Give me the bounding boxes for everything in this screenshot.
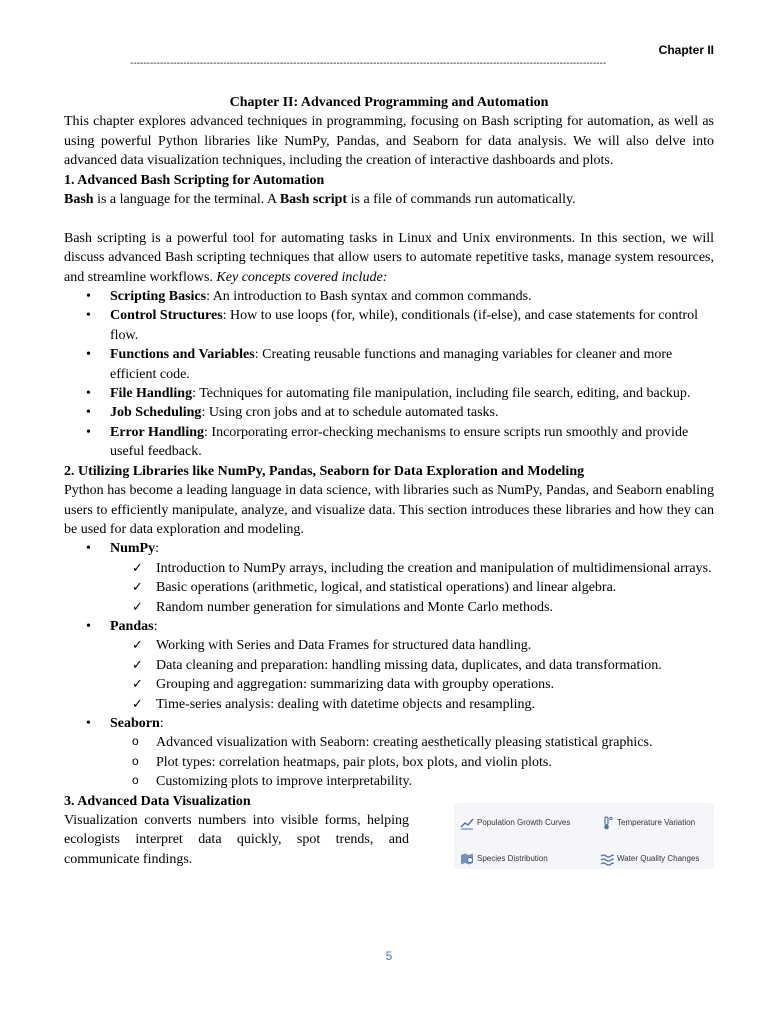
bash-def-end: is a file of commands run automatically. [347,192,576,208]
pandas-sublist [110,636,714,714]
bash-para-italic: Key concepts covered include: [216,269,388,285]
item-term: Error Handling [110,424,205,440]
library-seaborn: • Seaborn: o Advanced visualization with Seaborn: creating aesthetically pleasing statistical graphics. o Plot types: correlation heatmaps, pair plots, box plots, and violin plots. o Customizing plots to improve interpretability. [64,714,714,792]
list-item: ✓ Random number generation for simulations and Monte Carlo methods. [110,598,714,617]
list-item: o Plot types: correlation heatmaps, pair plots, box plots, and violin plots. [110,753,714,772]
bash-def-mid: is a language for the terminal. A [93,192,280,208]
panel-item-population [460,813,570,832]
map-pin-icon [460,852,474,866]
numpy-sublist [110,559,714,617]
seaborn-sublist [110,733,714,791]
intro-paragraph: This chapter explores advanced techniques in programming, focusing on Bash scripting for automation, as well as using powerful Python libraries like NumPy, Pandas, and Seaborn for data analysis. We will also delve into advanced data visualization techniques, including the creation of interactive dashboards and plots. [64,114,714,169]
library-name: NumPy [110,541,156,557]
libraries-paragraph: Python has become a leading language in data science, with libraries such as NumPy, Pandas, and Seaborn enabling users to efficiently manipulate, analyze, and visualize data. This section introduces these libraries and how they can be used for data exploration and modeling. [64,483,714,537]
thermometer-icon [600,816,614,830]
spacer [64,209,714,228]
item-desc: : Incorporating error-checking mechanisms to ensure scripts run smoothly and provide useful feedback. [110,424,689,460]
item-desc: : An introduction to Bash syntax and common commands. [206,289,532,305]
list-item: ✓ Introduction to NumPy arrays, including the creation and manipulation of multidimensional arrays. [110,559,714,578]
library-pandas: • Pandas: ✓ Working with Series and Data Frames for structured data handling. ✓ Data cleaning and preparation: handling missing data, duplicates, and data transformation. ✓ Grouping and aggregation: summarizing data with groupby operations. ✓ Time-series analysis: dealing with datetime objects and resampling. [64,617,714,714]
panel-item-temperature [600,813,695,832]
chapter-title: Chapter II: Advanced Programming and Automation [229,95,549,110]
list-item: o Advanced visualization with Seaborn: creating aesthetically pleasing statistical graphics. [110,733,714,752]
visualization-panel [454,803,714,869]
libraries-list [64,539,714,791]
bash-definition [64,190,714,209]
list-item: ✓ Data cleaning and preparation: handling missing data, duplicates, and data transformation. [110,656,714,675]
list-item: ✓ Grouping and aggregation: summarizing data with groupby operations. [110,675,714,694]
page-content [64,93,714,869]
bash-term: Bash [64,192,94,208]
section-2-heading: 2. Utilizing Libraries like NumPy, Pandas, Seaborn for Data Exploration and Modeling [64,463,585,479]
panel-item-label: Species Distribution [477,854,548,864]
item-desc: : How to use loops (for, while), conditionals (if-else), and case statements for control flow. [110,308,698,343]
library-numpy: • NumPy: ✓ Introduction to NumPy arrays, including the creation and manipulation of multidimensional arrays. ✓ Basic operations (arithmetic, logical, and statistical operations) and linear algebra. ✓ Random number generation for simulations and Monte Carlo methods. [64,539,714,617]
item-desc: : Techniques for automating file manipulation, including file search, editing, and backup. [192,386,691,402]
list-item [64,384,714,403]
list-item [64,345,714,384]
bash-script-term: Bash script [279,192,348,208]
section-3-heading: 3. Advanced Data Visualization [64,793,251,809]
list-item [64,287,714,306]
item-term: Functions and Variables [110,347,255,363]
item-desc: : Using cron jobs and at to schedule automated tasks. [201,405,499,421]
bash-para-text: Bash scripting is a powerful tool for automating tasks in Linux and Unix environments. In this section, we will discuss advanced Bash scripting techniques that allow users to automate repetitive tasks, manage system resources, and streamline workflows. [64,230,714,285]
list-item: ✓ Working with Series and Data Frames for structured data handling. [110,636,714,655]
list-item [64,423,714,462]
chapter-header-label: Chapter II [658,43,714,57]
waves-icon [600,852,614,866]
panel-item-label: Population Growth Curves [477,818,571,828]
visualization-paragraph: Visualization converts numbers into visible forms, helping ecologists interpret data quickly, spot trends, and communicate findings. [64,813,409,867]
item-term: Scripting Basics [110,289,207,305]
item-desc: : Creating reusable functions and managing variables for cleaner and more efficient code. [110,347,673,382]
page-number: 5 [385,949,393,963]
library-name: Seaborn [110,715,160,731]
visualization-row [64,811,714,869]
bash-paragraph [64,229,714,287]
panel-item-label: Water Quality Changes [617,854,700,864]
header-divider: ----------------------------------------------------------------------------------------------------------------------------------------------- [130,60,607,68]
list-item: o Customizing plots to improve interpretability. [110,772,714,791]
list-item [64,306,714,345]
item-term: Job Scheduling [110,405,202,421]
line-chart-icon [460,816,474,830]
panel-item-label: Temperature Variation [617,818,696,828]
bash-concepts-list [64,287,714,462]
item-term: Control Structures [110,308,223,324]
list-item [64,403,714,422]
list-item: ✓ Time-series analysis: dealing with datetime objects and resampling. [110,695,714,714]
item-term: File Handling [110,386,193,402]
panel-item-species [460,849,548,868]
library-name: Pandas [110,618,154,634]
list-item: ✓ Basic operations (arithmetic, logical, and statistical operations) and linear algebra. [110,578,714,597]
panel-item-water [600,849,699,868]
section-1-heading: 1. Advanced Bash Scripting for Automation [64,172,325,188]
